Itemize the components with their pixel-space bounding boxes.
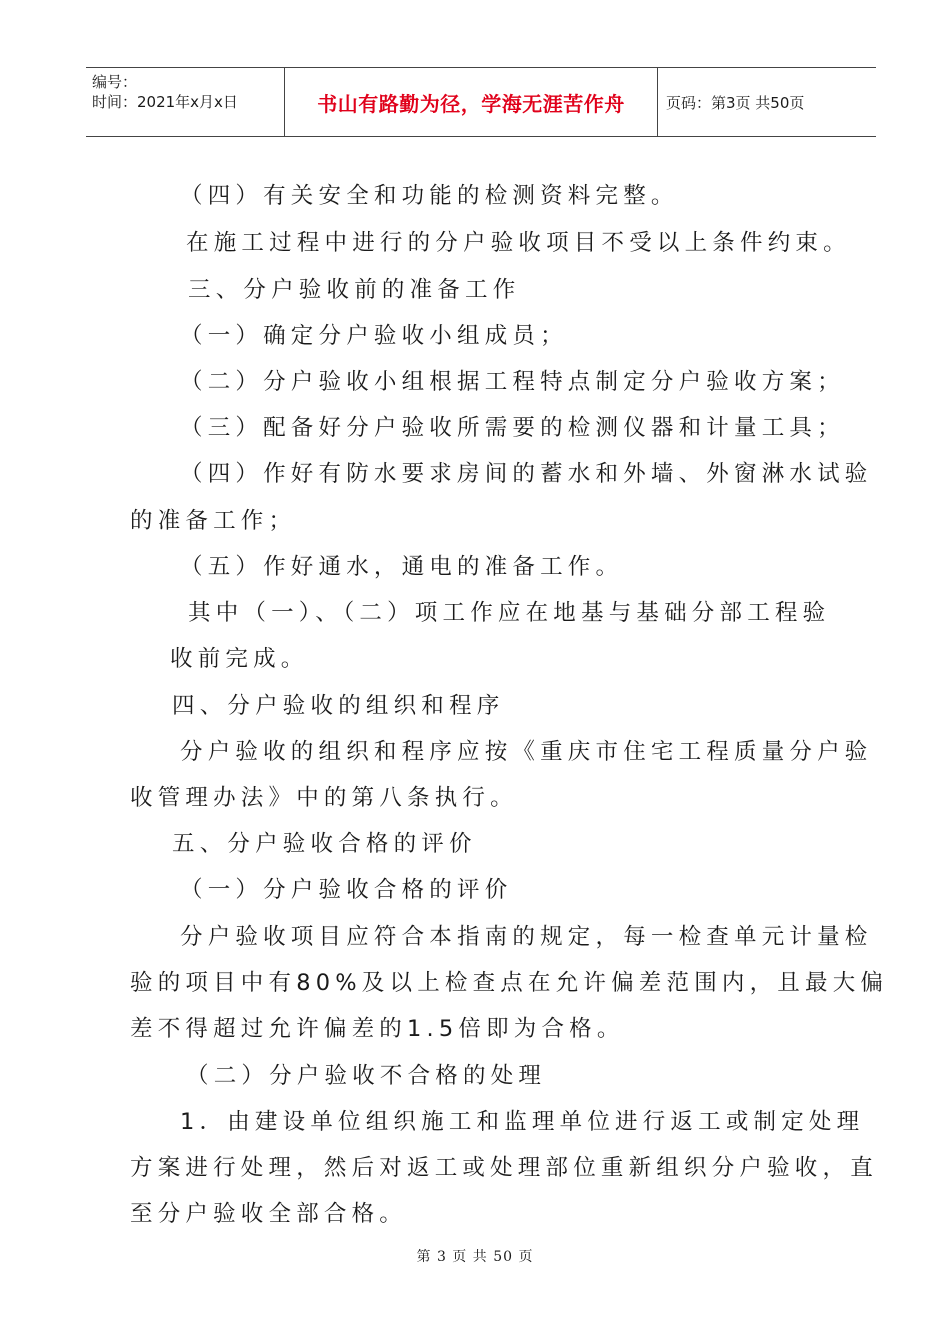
paragraph-line: 的准备工作； xyxy=(130,508,297,534)
paragraph-line: 至分户验收全部合格。 xyxy=(130,1201,408,1227)
paragraph-line: 在施工过程中进行的分户验收项目不受以上条件约束。 xyxy=(186,230,851,256)
section-heading: 四、分户验收的组织和程序 xyxy=(172,693,505,719)
section-heading: 五、分户验收合格的评价 xyxy=(172,831,477,857)
page-info: 页码：第3页 共50页 xyxy=(666,93,805,112)
page-footer: 第 3 页 共 50 页 xyxy=(416,1249,534,1265)
header-motto-cell xyxy=(285,68,658,136)
paragraph-line: 收管理办法》中的第八条执行。 xyxy=(130,785,518,811)
header-page-cell xyxy=(658,68,876,136)
paragraph-line: （四）有关安全和功能的检测资料完整。 xyxy=(180,183,679,209)
document-time: 时间：2021年x月x日 xyxy=(92,93,238,111)
document-header xyxy=(86,67,876,137)
paragraph-line: （二）分户验收不合格的处理 xyxy=(186,1063,547,1089)
paragraph-line: 1．由建设单位组织施工和监理单位进行返工或制定处理 xyxy=(180,1109,865,1135)
paragraph-line: （二）分户验收小组根据工程特点制定分户验收方案； xyxy=(180,369,845,395)
paragraph-line: 分户验收的组织和程序应按《重庆市住宅工程质量分户验 xyxy=(180,739,873,765)
paragraph-line: （四）作好有防水要求房间的蓄水和外墙、外窗淋水试验 xyxy=(180,461,873,487)
paragraph-line: 收前完成。 xyxy=(170,646,309,672)
paragraph-line: 其中（一）、（二）项工作应在地基与基础分部工程验 xyxy=(188,600,831,626)
section-heading: 三、分户验收前的准备工作 xyxy=(188,277,521,303)
document-number: 编号： xyxy=(92,73,138,91)
paragraph-line: （五）作好通水，通电的准备工作。 xyxy=(180,554,624,580)
paragraph-line: （一）分户验收合格的评价 xyxy=(180,877,513,903)
header-meta xyxy=(86,68,285,136)
motto-text: 书山有路勤为径，学海无涯苦作舟 xyxy=(317,91,625,116)
paragraph-line: （三）配备好分户验收所需要的检测仪器和计量工具； xyxy=(180,415,845,441)
paragraph-line: 方案进行处理，然后对返工或处理部位重新组织分户验收，直 xyxy=(130,1155,878,1181)
paragraph-line: 分户验收项目应符合本指南的规定，每一检查单元计量检 xyxy=(180,924,873,950)
paragraph-line: 差不得超过允许偏差的1.5倍即为合格。 xyxy=(130,1016,625,1042)
paragraph-line: 验的项目中有80%及以上检查点在允许偏差范围内，且最大偏 xyxy=(130,970,889,996)
paragraph-line: （一）确定分户验收小组成员； xyxy=(180,323,568,349)
